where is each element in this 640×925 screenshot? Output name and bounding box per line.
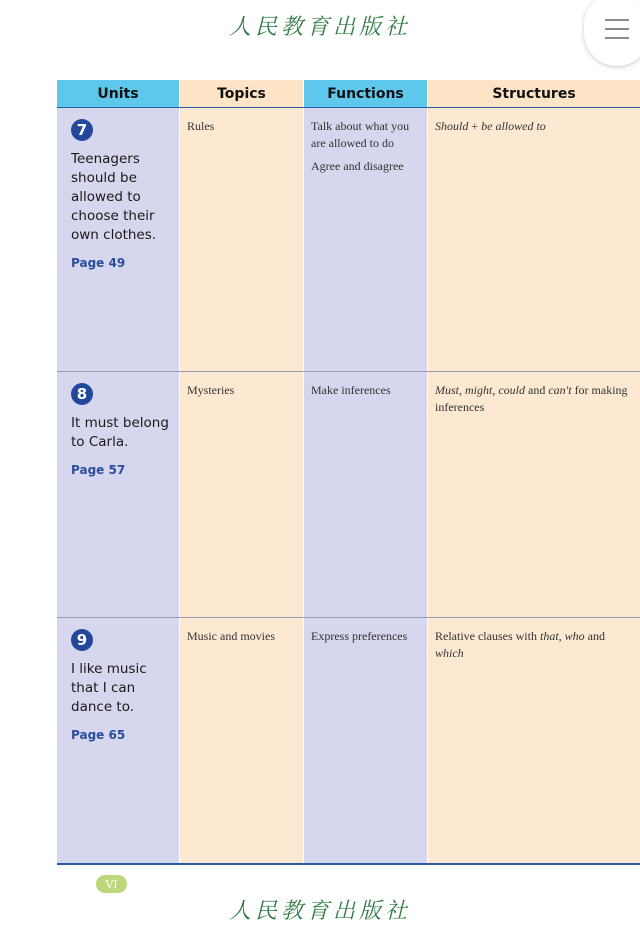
page-number-badge: VI [96,875,127,893]
structures-cell [428,108,640,371]
topic-text: Mysteries [187,383,235,397]
table-row [57,371,640,617]
structure-italic: can't [548,383,572,397]
table-row [57,617,640,865]
header-units: Units [57,80,180,107]
unit-cell[interactable] [57,372,180,617]
structure-text: + [468,119,482,133]
menu-button[interactable] [584,0,640,66]
unit-number-badge: 7 [71,119,93,141]
menu-icon-bar [605,37,629,39]
function-text: Express preferences [311,629,408,643]
structure-italic: Should [435,119,469,133]
publisher-logo-bottom: 人民教育出版社 [228,899,411,924]
structure-text: Relative clauses with [435,629,540,643]
unit-page-link[interactable]: Page 49 [71,256,126,270]
structure-text: and [584,629,605,643]
functions-cell [304,618,428,863]
contents-table [57,80,640,865]
structures-cell [428,618,640,863]
structure-text: for making inferences [435,383,628,414]
structure-italic: that, who [539,629,585,643]
topic-text: Music and movies [187,629,275,643]
menu-icon [605,19,629,21]
table-header [57,80,640,108]
topic-cell [180,108,304,371]
header-functions: Functions [304,80,428,107]
function-text: Talk about what you are allowed to do [311,119,410,150]
structure-text: and [525,383,549,397]
unit-number-badge: 8 [71,383,93,405]
publisher-logo-top: 人民教育出版社 [228,15,411,40]
unit-title: I like music that I can dance to. [71,661,147,715]
unit-title: Teenagers should be allowed to choose their own clothes. [71,151,157,243]
header-topics: Topics [180,80,304,107]
functions-cell [304,108,428,371]
unit-cell[interactable] [57,108,180,371]
unit-page-link[interactable]: Page 65 [71,728,126,742]
unit-number-badge: 9 [71,629,93,651]
structures-cell [428,372,640,617]
structure-italic: which [435,646,464,660]
topic-text: Rules [187,119,215,133]
function-text: Make inferences [311,383,391,397]
structure-italic: Must, might, could [435,383,525,397]
functions-cell [304,372,428,617]
topic-cell [180,372,304,617]
topic-cell [180,618,304,863]
structure-italic: be allowed to [481,119,546,133]
unit-page-link[interactable]: Page 57 [71,463,126,477]
header-structures: Structures [428,80,640,107]
table-row [57,108,640,371]
function-text: Agree and disagree [311,159,404,173]
menu-icon-bar [605,28,629,30]
unit-cell[interactable] [57,618,180,863]
unit-title: It must belong to Carla. [71,415,169,450]
